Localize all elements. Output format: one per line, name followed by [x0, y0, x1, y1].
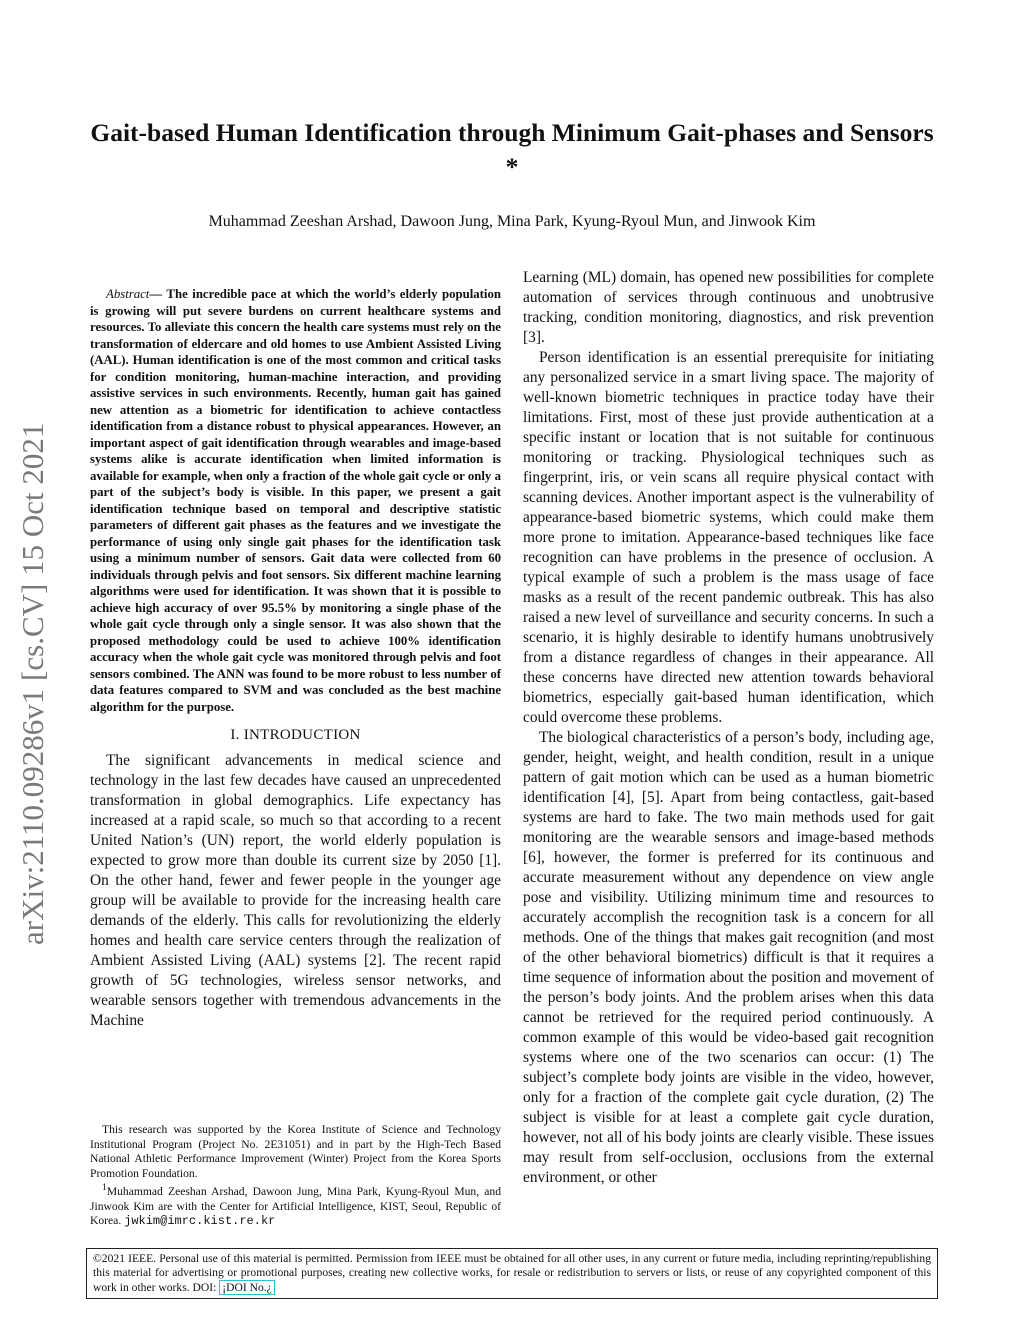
- section-heading-introduction: I. INTRODUCTION: [230, 727, 361, 743]
- affiliation-text: Muhammad Zeeshan Arshad, Dawoon Jung, Mina Park, Kyung-Ryoul Mun, and Jinwook Kim are with the Center for Artificial Intelligence, KIST, Seoul, Republic of Korea.: [90, 1185, 501, 1228]
- arxiv-identifier: arXiv:2110.09286v1 [cs.CV] 15 Oct 2021: [15, 422, 50, 945]
- right-column: [523, 268, 934, 1188]
- paper-title: Gait-based Human Identification through Minimum Gait-phases and Sensors *: [90, 118, 934, 181]
- abstract: [90, 286, 501, 715]
- intro-paragraph-2: Person identification is an essential prerequisite for initiating any personalized service in a smart living space. The majority of well-known biometric techniques in practice today have their limitations. First, most of these just provide authentication at a specific instant or location that is not suitable for continuous monitoring or tracking. Physiological techniques such as fingerprint, iris, or vein scans all require physical contact with scanning devices. Another important aspect is the vulnerability of appearance-based biometric systems, which could make them more prone to imitation. Appearance-based techniques like face recognition can have problems in the presence of occlusion. A typical example of such a problem is the mass usage of face masks as a result of the recent pandemic outbreak. This has also raised a new level of surveillance and security concerns. In such a scenario, it is highly desirable to identify humans unobtrusively from a distance regardless of changes in their appearance. All these concerns have directed new attention towards behavioral biometrics, especially gait-based human identification, which could overcome these problems.: [523, 349, 934, 726]
- abstract-text: — The incredible pace at which the world’s elderly population is growing will put severe burdens on current healthcare systems and resources. To alleviate this concern the health care systems must rely on the transformation of eldercare and old homes to use Ambient Assisted Living (AAL). Human identification is one of the most common and critical tasks for condition monitoring, human-machine interaction, and providing assistive services in such environments. Recently, human gait has gained new attention as a biometric for identification to achieve contactless identification from a distance robust to physical appearances. However, an important aspect of gait identification through wearables and image-based systems alike is accurate identification when limited information is available for example, when only a fraction of the whole gait cycle or only a part of the subject’s body is visible. In this paper, we present a gait identification technique based on temporal and descriptive statistic parameters of different gait phases as the features and we investigate the performance of using only single gait phases for the identification task using a minimum number of sensors. Gait data were collected from 60 individuals through pelvis and foot sensors. Six different machine learning algorithms were used for identification. It was shown that it is possible to achieve high accuracy of over 95.5% by monitoring a single phase of the whole gait cycle through only a single sensor. It was also shown that the proposed methodology could be used to achieve 100% identification accuracy when the whole gait cycle was monitored through pelvis and foot sensors combined. The ANN was found to be more robust to less number of data features compared to SVM and was concluded as the best machine algorithm for the purpose.: [90, 287, 501, 714]
- doi-link[interactable]: ¡DOI No.¿: [219, 1280, 275, 1295]
- intro-paragraph-1: The significant advancements in medical science and technology in the last few decades have caused an unprecedented transformation in global demographics. Life expectancy has increased at a rapid scale, so much so that according to a recent United Nation’s (UN) report, the world elderly population is expected to grow more than double its current size by 2050 [1]. On the other hand, fewer and fewer people in the younger age group will be available to provide for the increasing health care demands of the elderly. This calls for revolutionizing the elderly homes and health care service centers through the realization of Ambient Assisted Living (AAL) systems [2]. The recent rapid growth of 5G technologies, wireless sensor networks, and wearable sensors together with tremendous advancements in the Machine: [90, 752, 501, 1029]
- intro-paragraph-3: The biological characteristics of a person’s body, including age, gender, height, weight, and health condition, result in a unique pattern of gait motion which can be used as a human biometric identification [4], [5]. Apart from being contactless, gait-based systems are hard to fake. The two main methods used for gait monitoring are the wearable sensors and image-based methods [6], however, the former is preferred for its continuous and accurate measurement without any dependence on view angle pose and visibility. Utilizing minimum time and resources to accurately accomplish the recognition task is a concern for all methods. One of the things that makes gait recognition (and most of the other behavioral biometrics) difficult is that it requires a time sequence of information about the position and movement of the person’s body joints. And the problem arises when this data cannot be retrieved for the required period continuously. A common example of this would be video-based gait recognition systems where one of the two scenarios can occur: (1) The subject’s complete body joints are visible in the video, however, only for a fraction of the complete gait cycle duration, (2) The subject is visible for at least a complete gait cycle duration, however, not all of his body joints are clearly visible. These issues may result from self-occlusion, occlusions from the external environment, or other: [523, 729, 934, 1186]
- abstract-label: Abstract: [106, 287, 150, 301]
- copyright-text: ©2021 IEEE. Personal use of this material is permitted. Permission from IEEE must be obtained for all other uses, in any current or future media, including reprinting/republishing this material for advertising or promotional purposes, creating new collective works, for resale or redistribution to servers or lists, or reuse of any copyrighted component of this work in other works. DOI:: [93, 1252, 931, 1294]
- copyright-notice: [86, 1248, 938, 1299]
- funding-footnote: This research was supported by the Korea Institute of Science and Technology Institutional Program (Project No. 2E31051) and in part by the High-Tech Based National Athletic Performance Improvement (Winter) Project from the Korea Sports Promotion Foundation.: [90, 1123, 501, 1180]
- contact-email[interactable]: jwkim@imrc.kist.re.kr: [124, 1214, 276, 1229]
- intro-paragraph-continued: Learning (ML) domain, has opened new possibilities for complete automation of services through continuous and unobtrusive tracking, condition monitoring, diagnostics, and risk prevention [3].: [523, 269, 934, 346]
- affiliation-footnote: [90, 1181, 501, 1229]
- left-column: [90, 286, 501, 1031]
- footnotes: [90, 1123, 501, 1229]
- footnote-mark: 1: [102, 1182, 107, 1194]
- author-list: Muhammad Zeeshan Arshad, Dawoon Jung, Mina Park, Kyung-Ryoul Mun, and Jinwook Kim: [208, 213, 816, 230]
